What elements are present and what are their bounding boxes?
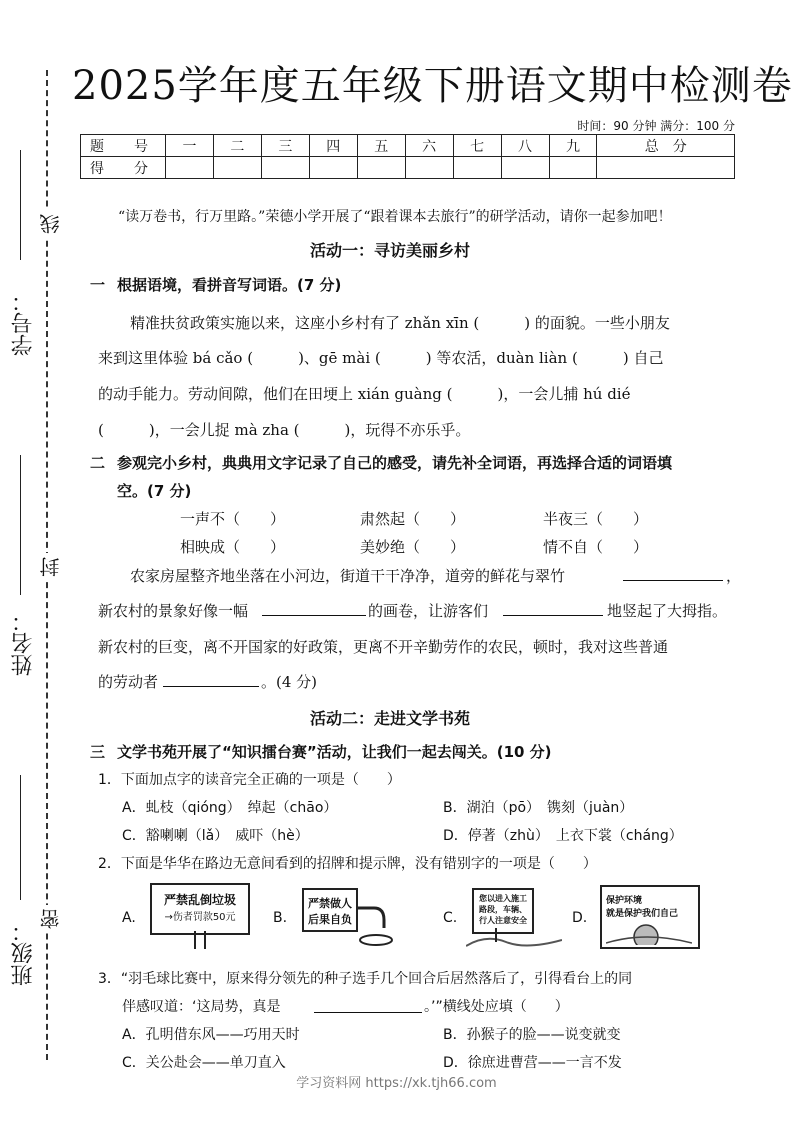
q2-number: 二 — [90, 454, 106, 472]
score-input-cell[interactable] — [405, 157, 453, 179]
q2-para-text: 新农村的景象好像一幅 — [98, 602, 249, 620]
activity-two-heading: 活动二：走进文学书苑 — [310, 709, 471, 728]
q3-item3-option[interactable]: B．孙猴子的脸——说变就变 — [443, 1027, 621, 1043]
q3-item3-stem: 伴感叹道：‘这局势，真是 — [122, 999, 281, 1015]
score-cell: 得 分 — [81, 157, 166, 179]
q1-title: 根据语境，看拼音写词语。(7 分) — [117, 276, 342, 294]
score-table-header-row — [81, 135, 735, 157]
q3-item2-option-c[interactable]: C. — [443, 910, 458, 926]
q2-title: 参观完小乡村，典典用文字记录了自己的感受，请先补全词语，再选择合适的词语填 — [117, 454, 673, 472]
sign-d-globe-icon — [606, 919, 692, 945]
q2-para-text: 地竖起了大拇指。 — [607, 602, 728, 620]
score-cell: 四 — [309, 135, 357, 157]
q3-item2-option-d[interactable]: D. — [572, 910, 588, 926]
sign-b-line: 后果自负 — [308, 913, 352, 926]
sign-c-ground-icon — [466, 928, 562, 950]
score-input-cell[interactable] — [309, 157, 357, 179]
q2-word: 半夜三（ ） — [543, 510, 649, 528]
score-cell: 九 — [549, 135, 597, 157]
seal-char-feng: 封 — [36, 553, 65, 581]
sign-a-line: →伤者罚款50元 — [164, 912, 236, 923]
sign-b-image — [302, 888, 358, 932]
q2-para-text: 新农村的巨变，离不开国家的好政策，更离不开辛勤劳作的农民，顿时，我对这些普通 — [98, 638, 669, 656]
student-name-line[interactable] — [20, 455, 21, 595]
q1-line: 的动手能力。劳动间隙，他们在田埂上 xián guàng ( )，一会儿捕 hú dié — [98, 385, 631, 403]
q2-word: 美妙绝（ ） — [360, 538, 466, 556]
sign-d-line: 就是保护我们自己 — [606, 909, 679, 919]
q3-item3-stem: 3．“羽毛球比赛中，原来得分领先的种子选手几个回合后居然落后了，引得看台上的同 — [98, 971, 633, 987]
q3-number: 三 — [90, 743, 106, 761]
student-name-label: 姓名： — [11, 610, 36, 676]
score-cell: 三 — [261, 135, 309, 157]
q3-item3-fill-blank[interactable] — [314, 1012, 422, 1013]
score-input-cell[interactable] — [453, 157, 501, 179]
seal-char-xian: 线 — [36, 210, 65, 238]
seal-char-mi: 密 — [36, 905, 65, 933]
exam-title: 2025学年度五年级下册语文期中检测卷 — [72, 63, 793, 109]
q3-item3-option[interactable]: C．关公赴会——单刀直入 — [122, 1055, 286, 1071]
sign-c-line: 路段，车辆、 — [479, 905, 527, 914]
sign-b-faucet-icon — [354, 898, 394, 948]
q2-fill-blank[interactable] — [503, 615, 603, 616]
score-cell: 二 — [213, 135, 261, 157]
score-cell: 题 号 — [81, 135, 166, 157]
score-input-cell[interactable] — [166, 157, 214, 179]
q3-title: 文学书苑开展了“知识擂台赛”活动，让我们一起去闯关。(10 分) — [117, 743, 552, 761]
q2-fill-blank[interactable] — [163, 686, 259, 687]
exam-time-score: 时间：90 分钟 满分：100 分 — [577, 119, 735, 133]
sign-a-line: 严禁乱倒垃圾 — [163, 893, 236, 907]
sign-b-line: 严禁做人 — [308, 897, 352, 910]
score-input-cell[interactable] — [261, 157, 309, 179]
score-cell: 六 — [405, 135, 453, 157]
student-id-label: 学号： — [11, 290, 36, 356]
score-input-cell[interactable] — [357, 157, 405, 179]
score-input-cell[interactable] — [597, 157, 735, 179]
q3-item1-option[interactable]: C．豁喇喇（lǎ） 威吓（hè） — [122, 828, 309, 844]
q2-fill-blank[interactable] — [262, 615, 366, 616]
footer-watermark: 学习资料网 https://xk.tjh66.com — [296, 1076, 497, 1091]
q3-item3-option[interactable]: D．徐庶进曹营——一言不发 — [443, 1055, 622, 1071]
q2-word: 一声不（ ） — [180, 510, 286, 528]
q1-number: 一 — [90, 276, 106, 294]
score-cell: 总 分 — [597, 135, 735, 157]
q3-item2-option-a[interactable]: A. — [122, 910, 136, 926]
class-line[interactable] — [20, 775, 21, 900]
score-input-cell[interactable] — [549, 157, 597, 179]
sign-d-line: 保护环境 — [606, 896, 643, 906]
q3-item1-option[interactable]: A．虬枝（qióng） 绰起（chāo） — [122, 800, 338, 816]
q1-line: 来到这里体验 bá cǎo ( )、gē mài ( ) 等农活，duàn liàn ( ) 自己 — [98, 349, 664, 367]
score-table-score-row — [81, 157, 735, 179]
q3-item1-option[interactable]: B．湖泊（pō） 镌刻（juàn） — [443, 800, 634, 816]
score-cell: 八 — [501, 135, 549, 157]
q3-item2-option-b[interactable]: B. — [273, 910, 288, 926]
q2-para-text: 的劳动者 — [98, 673, 159, 691]
q3-item3-option[interactable]: A．孔明借东风——巧用天时 — [122, 1027, 300, 1043]
activity-one-heading: 活动一：寻访美丽乡村 — [310, 241, 471, 260]
q3-item1-option[interactable]: D．停著（zhù） 上衣下裳（cháng） — [443, 828, 683, 844]
q3-item3-stem: 。’”横线处应填（ ） — [424, 999, 569, 1015]
score-table — [80, 134, 735, 179]
q2-title-cont: 空。(7 分) — [117, 482, 192, 500]
sign-a-post — [194, 931, 206, 949]
binding-margin — [0, 0, 80, 1122]
score-cell: 五 — [357, 135, 405, 157]
q2-word: 肃然起（ ） — [360, 510, 466, 528]
sign-c-line: 您以进入施工 — [479, 894, 527, 903]
intro-text: “读万卷书，行万里路。”荣德小学开展了“跟着课本去旅行”的研学活动，请你一起参加吧！ — [118, 209, 672, 225]
q2-para-text: 农家房屋整齐地坐落在小河边，街道干干净净，道旁的鲜花与翠竹 — [130, 567, 566, 585]
student-id-line[interactable] — [20, 150, 21, 260]
q2-word: 情不自（ ） — [543, 538, 649, 556]
score-input-cell[interactable] — [213, 157, 261, 179]
score-input-cell[interactable] — [501, 157, 549, 179]
q2-fill-blank[interactable] — [623, 580, 723, 581]
class-label: 班级： — [11, 920, 36, 986]
score-cell: 一 — [166, 135, 214, 157]
q1-line: 精准扶贫政策实施以来，这座小乡村有了 zhǎn xīn ( ) 的面貌。一些小朋友 — [130, 314, 670, 332]
sign-c-line: 行人注意安全 — [479, 916, 527, 925]
q2-para-text: 。(4 分) — [261, 673, 318, 691]
q1-line: ( )，一会儿捉 mà zha ( )，玩得不亦乐乎。 — [98, 421, 471, 439]
q3-item2-stem: 2．下面是华华在路边无意间看到的招牌和提示牌，没有错别字的一项是（ ） — [98, 856, 597, 872]
q2-para-text: 的画卷，让游客们 — [368, 602, 489, 620]
q2-word: 相映成（ ） — [180, 538, 286, 556]
sign-a-image — [150, 883, 250, 935]
q3-item1-stem: 1．下面加点字的读音完全正确的一项是（ ） — [98, 772, 401, 788]
sign-d-image — [600, 885, 700, 949]
score-cell: 七 — [453, 135, 501, 157]
